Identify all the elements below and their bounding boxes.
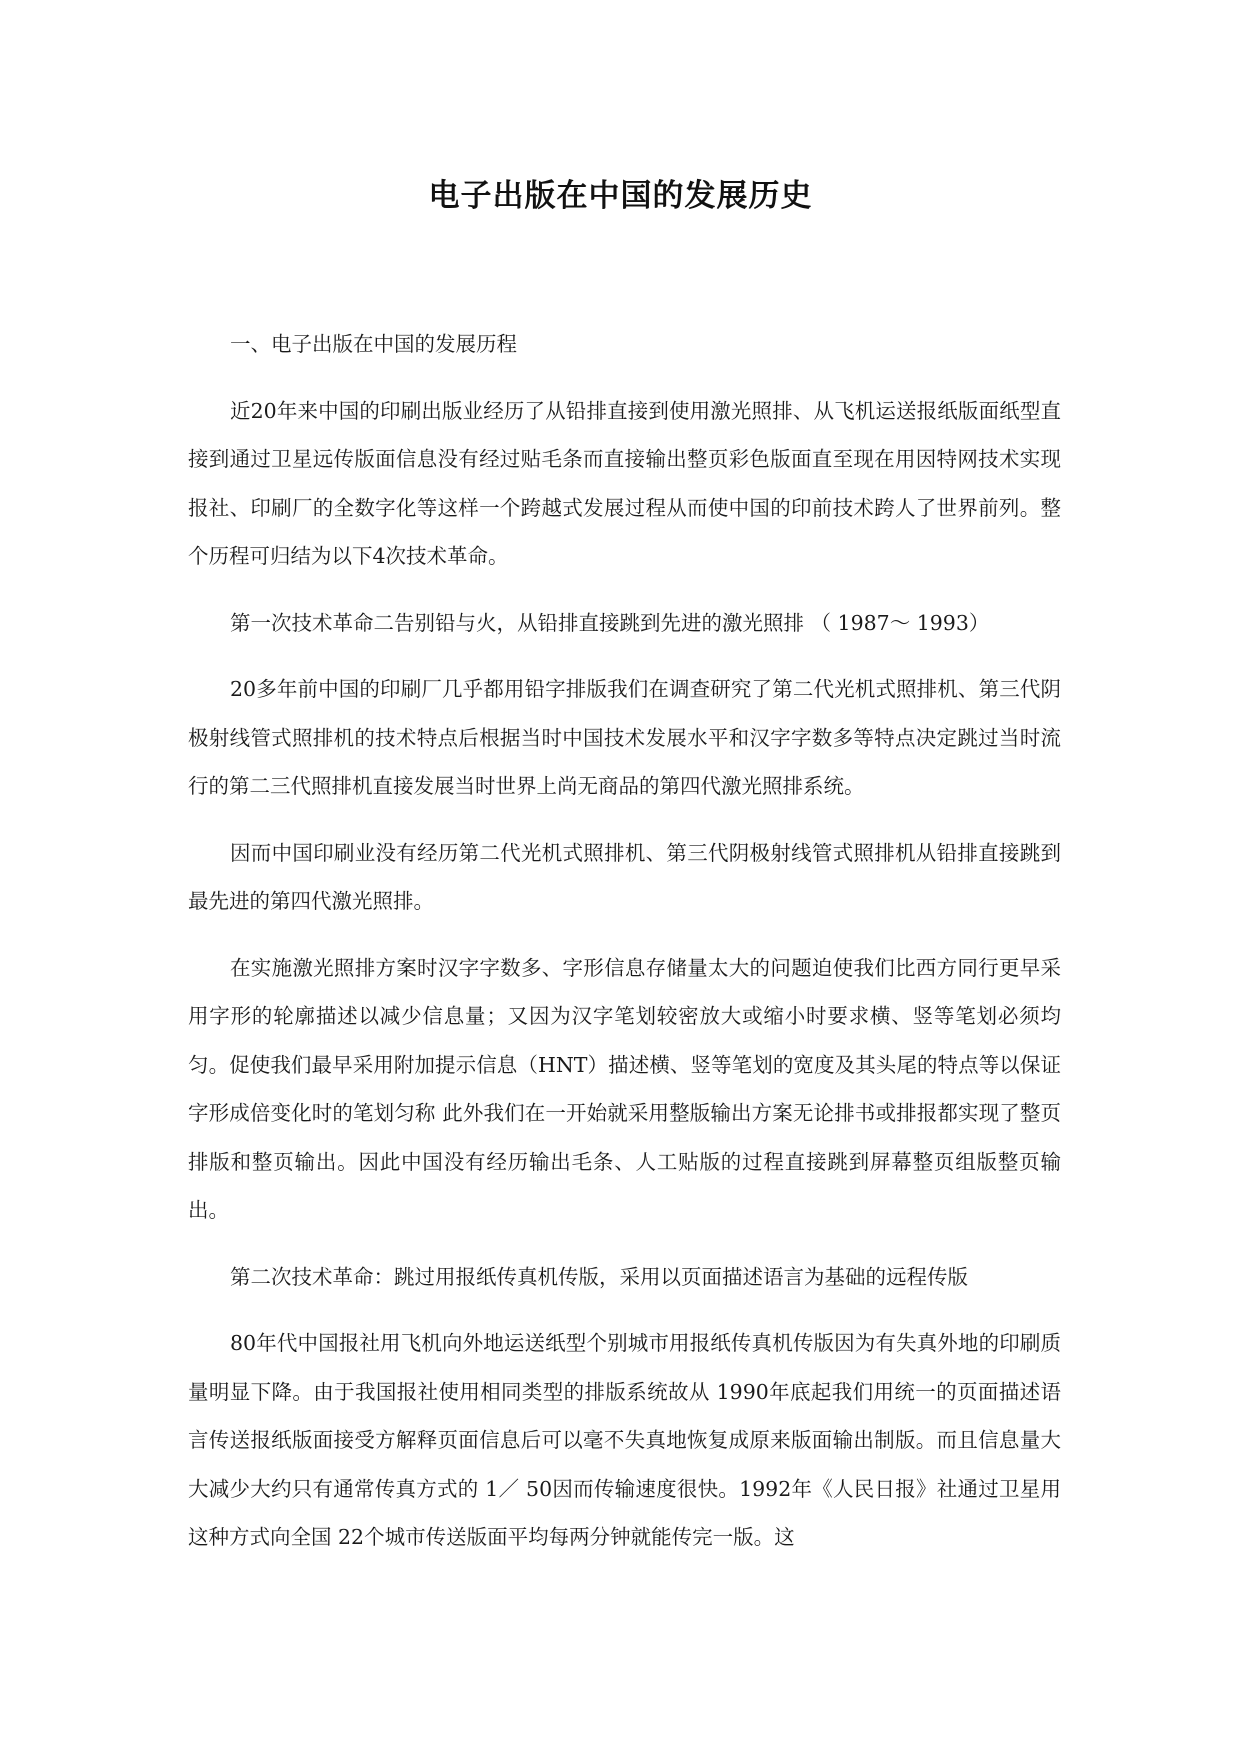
paragraph-first-revolution: 20多年前中国的印刷厂几乎都用铅字排版我们在调查研究了第二代光机式照排机、第三代阴极射线管式照排机的技术特点后根据当时中国技术发展水平和汉字字数多等特点决定跳过当时流行的第二三代照排机直接发展当时世界上尚无商品的第四代激光照排系统。 (188, 677, 1061, 798)
document-title: 电子出版在中国的发展历史 (428, 178, 813, 214)
subheading-first-revolution: 第一次技术革命二告别铅与火，从铅排直接跳到先进的激光照排 （ 1987～ 1993） (230, 610, 990, 635)
paragraph-outline-fonts: 在实施激光照排方案时汉字字数多、字形信息存储量太大的问题迫使我们比西方同行更早采用字形的轮廓描述以减少信息量；又因为汉字笔划较密放大或缩小时要求横、竖等笔划必须均匀。促使我们最早采用附加提示信息（HNT）描述横、竖等笔划的宽度及其头尾的特点等以保证字形成倍变化时的笔划匀称 此外我们在一开始就采用整版输出方案无论排书或排报都实现了整页排版和整页输出。因此中国没有经历输出毛条、人工贴版的过程直接跳到屏幕整页组版整页输出。 (188, 955, 1061, 1222)
paragraph-intro: 近20年来中国的印刷出版业经历了从铅排直接到使用激光照排、从飞机运送报纸版面纸型直接到通过卫星远传版面信息没有经过贴毛条而直接输出整页彩色版面直至现在用因特网技术实现报社、印刷厂的全数字化等这样一个跨越式发展过程从而使中国的印前技术跨人了世界前列。整个历程可归结为以下4次技术革命。 (188, 398, 1061, 568)
document-body (188, 320, 1061, 1562)
paragraph-skip-generations: 因而中国印刷业没有经历第二代光机式照排机、第三代阴极射线管式照排机从铅排直接跳到最先进的第四代激光照排。 (188, 840, 1061, 913)
paragraph-second-revolution: 80年代中国报社用飞机向外地运送纸型个别城市用报纸传真机传版因为有失真外地的印刷质量明显下降。由于我国报社使用相同类型的排版系统故从 1990年底起我们用统一的页面描述语言传送报纸版面接受方解释页面信息后可以毫不失真地恢复成原来版面输出制版。而且信息量大大减少大约只有通常传真方式的 1／ 50因而传输速度很快。1992年《人民日报》社通过卫星用这种方式向全国 22个城市传送版面平均每两分钟就能传完一版。这 (188, 1331, 1061, 1549)
section-heading: 一、电子出版在中国的发展历程 (230, 332, 517, 356)
subheading-second-revolution: 第二次技术革命：跳过用报纸传真机传版，采用以页面描述语言为基础的远程传版 (230, 1264, 968, 1289)
